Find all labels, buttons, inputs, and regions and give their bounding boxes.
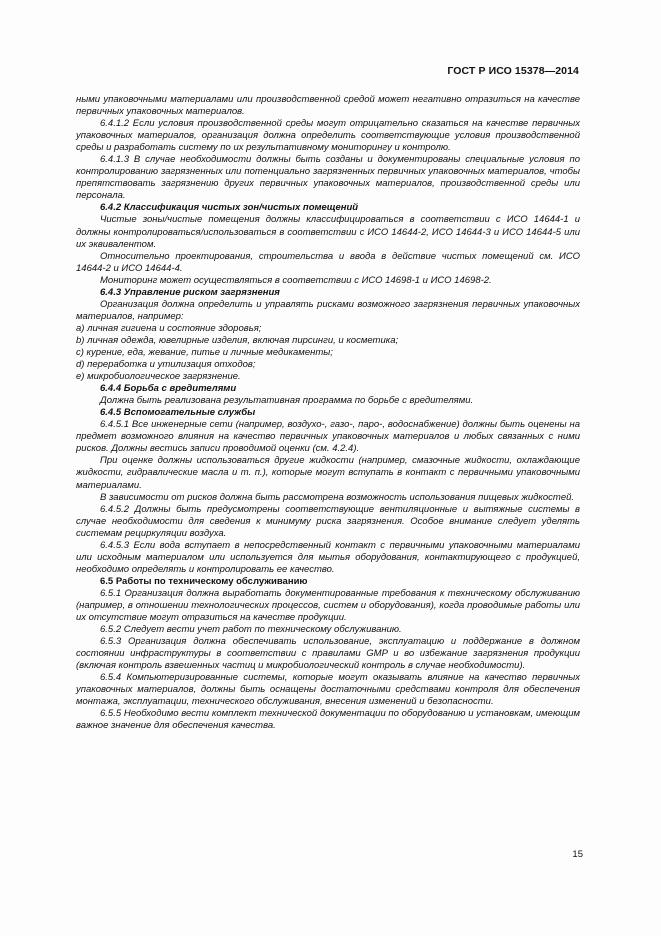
list-item-e: e) микробиологическое загрязнение. xyxy=(76,371,241,383)
paragraph-6-5-4: 6.5.4 Компьютеризированные системы, которые могут оказывать влияние на качество первичных упаковочных материалов, должны быть оснащены достаточными средствами контроля для обеспечения монтажа, эксплуатации, технического обслуживания, внесения изменений и безопасности. xyxy=(76,672,580,708)
heading-6-4-4: 6.4.4 Борьба с вредителями xyxy=(100,383,237,395)
paragraph-food-grade-liquids: В зависимости от рисков должна быть рассмотрена возможность использования пищевых жидкостей. xyxy=(100,491,575,503)
paragraph-6-4-5-1: 6.4.5.1 Все инженерные сети (например, воздухо-, газо-, паро-, водоснабжение) должны быть оценены на предмет возможного влияния на качество первичных упаковочных материалов и любых связанных с ними рисков. Должны вестись записи проводимой оценки (см. 4.2.4). xyxy=(76,419,580,455)
paragraph-6-5-1: 6.5.1 Организация должна выработать документированные требования к техническому обслуживанию (например, в отношении технологических процессов, систем и оборудования), когда проводимые работы или их отсутствие могут отразиться на качестве продукции. xyxy=(76,587,580,624)
heading-6-4-2: 6.4.2 Классификация чистых зон/чистых помещений xyxy=(100,202,359,214)
paragraph-cleanroom-classification: Чистые зоны/чистые помещения должны классифицироваться в соответствии с ИСО 14644-1 и должны контролироваться/использоваться в соответствии с ИСО 14644-2, ИСО 14644-3 и ИСО 14644-5 или их эквивалентом. xyxy=(76,214,580,250)
heading-6-5: 6.5 Работы по техническому обслуживанию xyxy=(100,575,308,587)
paragraph-other-liquids: При оценке должны использоваться другие жидкости (например, смазочные жидкости, охлаждающие жидкости, гидравлические масла и т. п.), которые могут вступать в контакт с первичными упаковочными материалами. xyxy=(76,455,580,491)
list-item-a: a) личная гигиена и состояние здоровья; xyxy=(76,322,262,334)
paragraph-pest-control: Должна быть реализована результативная программа по борьбе с вредителями. xyxy=(100,395,474,407)
list-item-c: c) курение, еда, жевание, питье и личные медикаменты; xyxy=(76,346,333,358)
document-body xyxy=(76,94,580,732)
paragraph-6-4-5-2: 6.4.5.2 Должны быть предусмотрены соответствующие вентиляционные и вытяжные системы в случае необходимости для сведения к минимуму риска загрязнения. Особое внимание следует уделять системам рециркуляции воздуха. xyxy=(76,503,580,539)
list-item-d: d) переработка и утилизация отходов; xyxy=(76,359,256,371)
heading-6-4-5: 6.4.5 Вспомогательные службы xyxy=(100,407,256,419)
paragraph-6-5-2: 6.5.2 Следует вести учет работ по техническому обслуживанию. xyxy=(100,624,402,636)
paragraph-6-4-1-3: 6.4.1.3 В случае необходимости должны быть созданы и документированы специальные условия по контролированию загрязненных или потенциально загрязненных первичных упаковочных материалов, чтобы препятствовать загрязнению других первичных упаковочных материалов, производственной среды или персонала. xyxy=(76,154,580,202)
paragraph-6-4-1-2: 6.4.1.2 Если условия производственной среды могут отрицательно сказаться на качестве первичных упаковочных материалов, организация должна определить соответствующие условия производственной среды и разработать систему по их результативному мониторингу и контролю. xyxy=(76,118,580,154)
page-number: 15 xyxy=(572,849,583,860)
paragraph-risk-intro: Организация должна определить и управлять рисками возможного загрязнения первичных упаковочных материалов, например: xyxy=(76,298,580,322)
heading-6-4-3: 6.4.3 Управление риском загрязнения xyxy=(100,286,280,298)
standard-header: ГОСТ Р ИСО 15378—2014 xyxy=(447,65,579,77)
paragraph-continuation: ными упаковочными материалами или производственной средой может негативно отразиться на качестве первичных упаковочных материалов. xyxy=(76,94,580,118)
paragraph-6-4-5-3: 6.4.5.3 Если вода вступает в непосредственный контакт с первичными упаковочными материалами или исходным материалом или используется для мытья оборудования, контактирующего с продукцией, необходимо определять и контролировать ее качество. xyxy=(76,539,580,575)
list-item-b: b) личная одежда, ювелирные изделия, включая пирсинги, и косметика; xyxy=(76,334,399,346)
paragraph-6-5-3: 6.5.3 Организация должна обеспечивать использование, эксплуатацию и поддержание в должном состоянии инфраструктуры в соответствии с правилами GMP и во избежание загрязнения продукции (включая контроль взвешенных частиц и микробиологический контроль в случае необходимости). xyxy=(76,636,580,672)
paragraph-6-5-5: 6.5.5 Необходимо вести комплект технической документации по оборудованию и установкам, имеющим важное значение для обеспечения качества. xyxy=(76,708,580,732)
paragraph-cleanroom-design: Относительно проектирования, строительства и ввода в действие чистых помещений см. ИСО 14644-2 и ИСО 14644-4. xyxy=(76,250,580,274)
paragraph-monitoring: Мониторинг может осуществляться в соответствии с ИСО 14698-1 и ИСО 14698-2. xyxy=(100,274,492,286)
